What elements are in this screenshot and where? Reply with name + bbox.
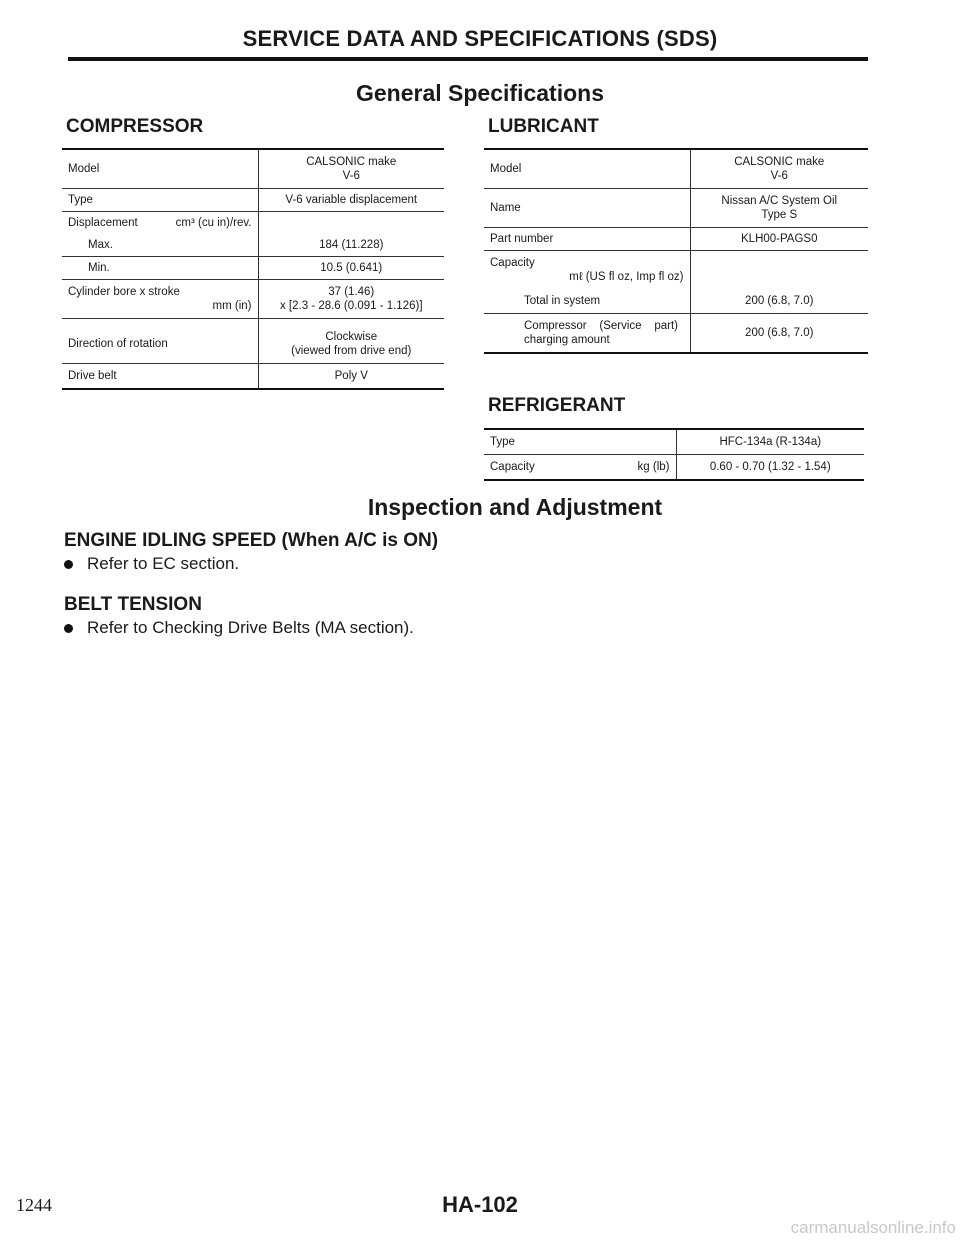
row-label: Drive belt [62,364,258,390]
value-line: x [2.3 - 28.6 (0.091 - 1.126)] [279,300,423,312]
row-value [690,251,868,290]
value-line: Type S [761,209,798,221]
value-line: Nissan A/C System Oil [721,195,838,207]
refrigerant-table [484,428,864,481]
value-line: CALSONIC make [306,156,397,168]
label-text: charging amount [524,334,610,346]
row-value [258,319,444,364]
label-text: Compressor (Service part) [524,320,679,332]
page-number-left: 1244 [16,1195,52,1215]
page-header-title: SERVICE DATA AND SPECIFICATIONS (SDS) [242,26,718,51]
row-label: Part number [484,228,690,251]
row-label [62,280,258,319]
table-row [62,212,444,235]
row-label: Direction of rotation [62,319,258,364]
row-value [690,189,868,228]
table-row [484,189,868,228]
bullet-icon [64,624,73,633]
value-line: Clockwise [325,331,378,343]
table-row [62,280,444,319]
value-line: 37 (1.46) [328,286,375,298]
row-label [62,212,258,235]
row-value: 10.5 (0.641) [258,257,444,280]
value-line: (viewed from drive end) [291,345,412,357]
compressor-table [62,148,444,390]
value-line: V-6 [770,170,788,182]
table-row [62,189,444,212]
row-value: KLH00-PAGS0 [690,228,868,251]
row-value: 184 (11.228) [258,234,444,257]
table-row [484,228,868,251]
table-row [484,251,868,290]
watermark-text [0,1218,960,1238]
row-label: Max. [62,234,258,257]
row-value: 0.60 - 0.70 (1.32 - 1.54) [676,455,864,481]
lubricant-table [484,148,868,354]
row-value: HFC-134a (R-134a) [676,429,864,455]
table-row [62,149,444,189]
idle-speed-heading: ENGINE IDLING SPEED (When A/C is ON) [64,530,439,551]
table-row [484,429,864,455]
row-value [690,149,868,189]
belt-tension-bullet [64,618,414,638]
bullet-icon [64,560,73,569]
belt-tension-heading: BELT TENSION [64,594,202,615]
table-row [484,455,864,481]
idle-speed-bullet [64,554,239,574]
table-row [62,319,444,364]
unit-text: mm (in) [212,300,252,312]
row-label: Min. [62,257,258,280]
refrigerant-heading: REFRIGERANT [488,395,626,416]
table-row [62,364,444,390]
row-value [258,212,444,235]
row-value [258,149,444,189]
bullet-text: Refer to EC section. [87,554,240,573]
row-label: Type [484,429,676,455]
row-label: Total in system [484,289,690,314]
table-row [62,234,444,257]
row-value [258,280,444,319]
label-text: Capacity [490,461,535,473]
table-row [484,289,868,314]
watermark-label: carmanualsonline.info [790,1218,956,1237]
general-specifications-title: General Specifications [356,80,604,106]
row-value: 200 (6.8, 7.0) [690,314,868,354]
label-text: Cylinder bore x stroke [68,286,180,298]
row-value: Poly V [258,364,444,390]
table-row [484,314,868,354]
unit-text: cm³ (cu in)/rev. [175,217,252,229]
row-label: Model [62,149,258,189]
bullet-text: Refer to Checking Drive Belts (MA section). [87,618,414,637]
value-line: CALSONIC make [734,156,825,168]
label-text: Displacement [68,217,138,229]
lubricant-heading: LUBRICANT [488,116,599,137]
row-label: Model [484,149,690,189]
table-row [62,257,444,280]
header-rule [68,57,868,61]
page-code: HA-102 [442,1192,518,1217]
compressor-heading: COMPRESSOR [66,116,204,137]
table-row [484,149,868,189]
inspection-title: Inspection and Adjustment [367,494,663,520]
row-value: 200 (6.8, 7.0) [690,289,868,314]
unit-text: kg (lb) [637,461,670,473]
row-label: Type [62,189,258,212]
value-line: V-6 [342,170,360,182]
unit-text: mℓ (US fl oz, Imp fl oz) [569,271,684,283]
row-label: Name [484,189,690,228]
row-value: V-6 variable displacement [258,189,444,212]
row-label [484,251,690,290]
label-text: Capacity [490,257,535,269]
row-label [484,314,690,354]
row-label [484,455,676,481]
